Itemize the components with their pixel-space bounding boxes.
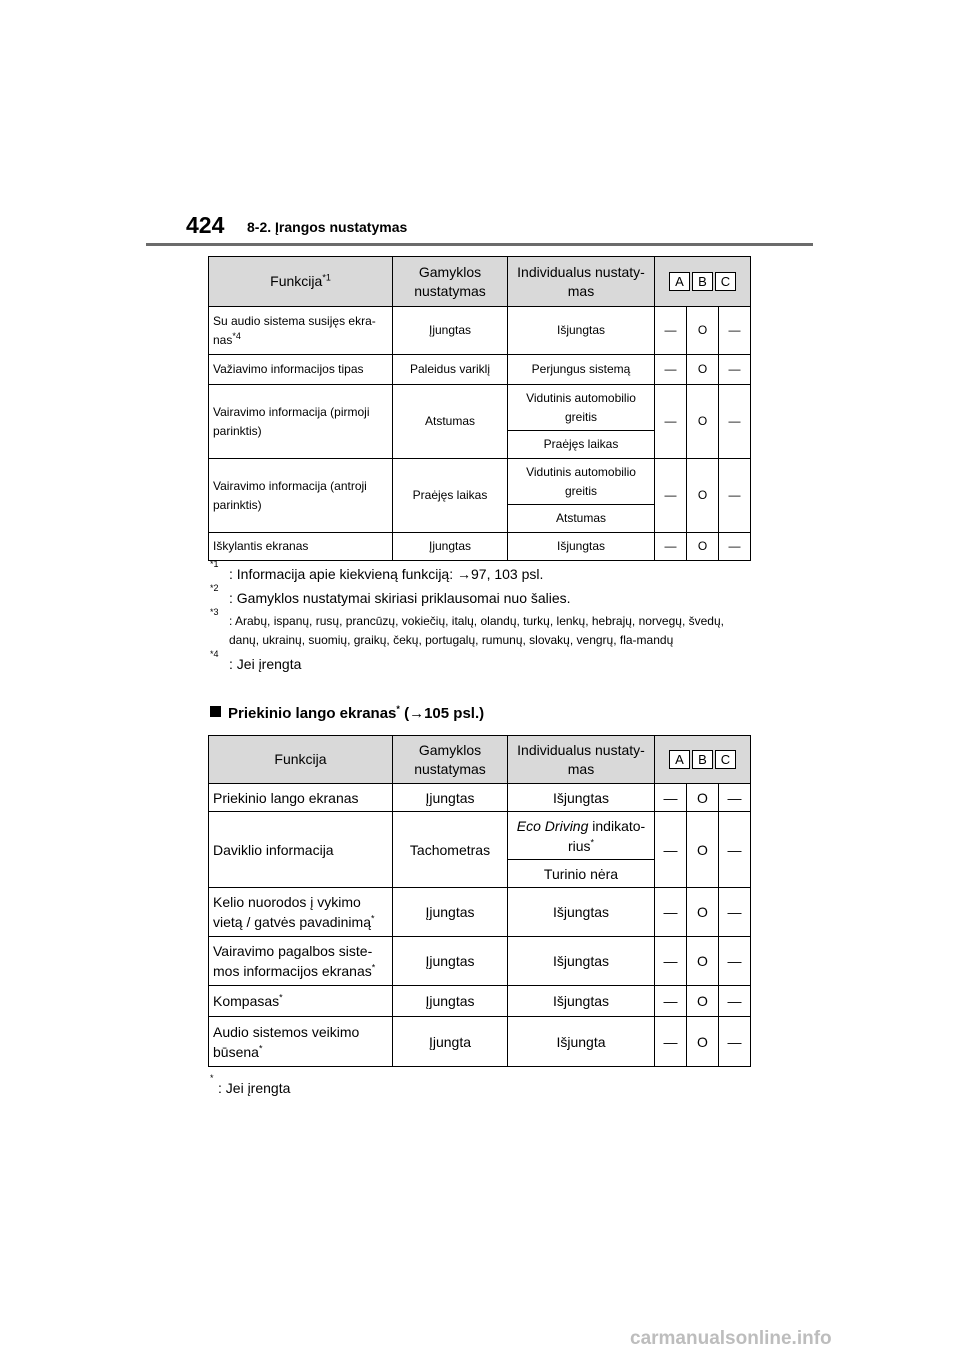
row-b: O <box>687 385 719 459</box>
row-c: — <box>719 459 751 533</box>
row-function: Vairavimo pagalbos siste-mos informacijos ekranas* <box>209 937 393 986</box>
row-function: Kompasas* <box>209 986 393 1017</box>
row-custom: Išjungtas <box>508 533 655 561</box>
row-custom: Išjungtas <box>508 307 655 355</box>
row-custom: Perjungus sistemą <box>508 355 655 385</box>
header-custom: Individualus nustaty-mas <box>508 736 655 784</box>
row-default: Praėjęs laikas <box>393 459 508 533</box>
footnote: *2 : Gamyklos nustatymai skiriasi priklausomai nuo šalies. <box>210 583 571 606</box>
header-abc <box>655 257 751 307</box>
section-title: 8-2. Įrangos nustatymas <box>247 219 408 235</box>
col-c-label: C <box>715 750 736 769</box>
table-row <box>209 812 751 860</box>
row-custom: Vidutinis automobilio greitis <box>508 385 655 431</box>
row-default: Įjungtas <box>393 986 508 1017</box>
row-custom: Išjungtas <box>508 888 655 937</box>
col-a-label: A <box>669 750 690 769</box>
footnote: *1 : Informacija apie kiekvieną funkciją: →97, 103 psl. <box>210 559 544 582</box>
row-custom: Išjungtas <box>508 784 655 812</box>
footnote: *4 : Jei įrengta <box>210 649 302 672</box>
row-custom: Išjungtas <box>508 986 655 1017</box>
row-b: O <box>687 784 719 812</box>
row-function: Su audio sistema susijęs ekra-nas$^{*4}$ <box>209 307 393 355</box>
col-b-label: B <box>692 272 713 291</box>
row-c: — <box>719 986 751 1017</box>
col-c-label: C <box>715 272 736 291</box>
row-b: O <box>687 888 719 937</box>
row-b: O <box>687 355 719 385</box>
row-function: Priekinio lango ekranas <box>209 784 393 812</box>
row-default: Įjungtas <box>393 307 508 355</box>
row-b: O <box>687 986 719 1017</box>
header-abc <box>655 736 751 784</box>
table-row <box>209 937 751 986</box>
row-b: O <box>687 459 719 533</box>
row-c: — <box>719 812 751 888</box>
row-custom: Išjungtas <box>508 937 655 986</box>
row-c: — <box>719 385 751 459</box>
table-row <box>209 888 751 937</box>
row-b: O <box>687 812 719 888</box>
settings-table-2 <box>208 735 751 1067</box>
row-default: Atstumas <box>393 385 508 459</box>
row-default: Įjungtas <box>393 937 508 986</box>
row-b: O <box>687 307 719 355</box>
row-a: — <box>655 812 687 888</box>
page-number: 424 <box>186 212 225 238</box>
row-c: — <box>719 307 751 355</box>
header-default: Gamyklos nustatymas <box>393 736 508 784</box>
footnotes <box>210 559 750 678</box>
footnotes-2 <box>210 1073 750 1102</box>
subsection-heading: Priekinio lango ekranas* (→105 psl.) <box>210 705 484 722</box>
row-b: O <box>687 937 719 986</box>
row-a: — <box>655 307 687 355</box>
row-function: Daviklio informacija <box>209 812 393 888</box>
header-custom: Individualus nustaty-mas <box>508 257 655 307</box>
table-row <box>209 355 751 385</box>
table-row <box>209 307 751 355</box>
table-header-row <box>209 257 751 307</box>
row-c: — <box>719 533 751 561</box>
col-a-label: A <box>669 272 690 291</box>
col-b-label: B <box>692 750 713 769</box>
row-b: O <box>687 1017 719 1067</box>
table-header-row <box>209 736 751 784</box>
row-c: — <box>719 784 751 812</box>
row-default: Įjungtas <box>393 888 508 937</box>
row-a: — <box>655 355 687 385</box>
row-default: Įjungtas <box>393 784 508 812</box>
row-function: Vairavimo informacija (pirmoji parinktis) <box>209 385 393 459</box>
row-a: — <box>655 459 687 533</box>
row-a: — <box>655 986 687 1017</box>
row-custom: Vidutinis automobilio greitis <box>508 459 655 505</box>
row-custom: Eco Driving indikato-rius* <box>508 812 655 860</box>
row-b: O <box>687 533 719 561</box>
row-a: — <box>655 937 687 986</box>
watermark: carmanualsonline.info <box>630 1328 832 1349</box>
row-c: — <box>719 937 751 986</box>
footnote: *3 : Arabų, ispanų, rusų, prancūzų, vokiečių, italų, olandų, turkų, lenkų, hebrajų, norvegų, švedų, danų, ukrainų, suomių, graikų, čekų, portugalų, rumunų, slovakų, vengrų, fla-mandų <box>210 607 724 647</box>
table-row <box>209 784 751 812</box>
row-custom-alt: Praėjęs laikas <box>508 431 655 459</box>
row-function: Vairavimo informacija (antroji parinktis) <box>209 459 393 533</box>
table-row <box>209 459 751 505</box>
settings-table-1 <box>208 256 751 561</box>
table-row <box>209 385 751 431</box>
row-default: Paleidus variklį <box>393 355 508 385</box>
header-default: Gamyklos nustatymas <box>393 257 508 307</box>
row-c: — <box>719 888 751 937</box>
row-a: — <box>655 533 687 561</box>
row-function: Audio sistemos veikimo būsena* <box>209 1017 393 1067</box>
table-row <box>209 1017 751 1067</box>
row-c: — <box>719 355 751 385</box>
row-custom: Išjungta <box>508 1017 655 1067</box>
row-default: Įjungtas <box>393 533 508 561</box>
row-function: Važiavimo informacijos tipas <box>209 355 393 385</box>
footnote: * : Jei įrengta <box>210 1073 291 1096</box>
header-function: Funkcija$^{*1}$ <box>209 257 393 307</box>
row-a: — <box>655 784 687 812</box>
row-a: — <box>655 1017 687 1067</box>
row-default: Tachometras <box>393 812 508 888</box>
header-rule <box>146 243 813 246</box>
table-row <box>209 986 751 1017</box>
bullet-square-icon <box>210 706 221 717</box>
row-function: Kelio nuorodos į vykimo vietą / gatvės pavadinimą* <box>209 888 393 937</box>
header-function: Funkcija <box>209 736 393 784</box>
table-row <box>209 533 751 561</box>
row-a: — <box>655 888 687 937</box>
row-custom-alt: Turinio nėra <box>508 860 655 888</box>
row-custom-alt: Atstumas <box>508 505 655 533</box>
row-a: — <box>655 385 687 459</box>
row-default: Įjungta <box>393 1017 508 1067</box>
row-c: — <box>719 1017 751 1067</box>
row-function: Iškylantis ekranas <box>209 533 393 561</box>
